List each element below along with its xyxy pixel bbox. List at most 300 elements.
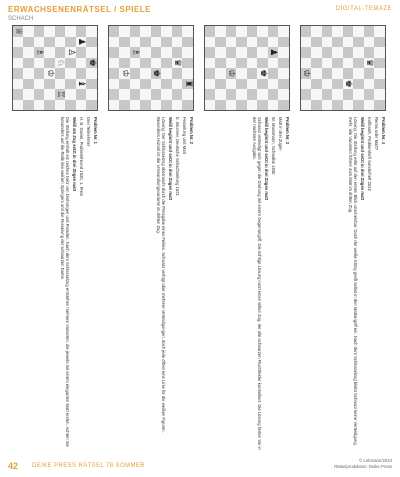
board-square <box>322 37 333 48</box>
puzzle-text <box>8 117 98 452</box>
board-square <box>322 68 333 79</box>
board-square <box>375 26 386 37</box>
board-square <box>120 58 131 69</box>
page-number: 42 <box>8 461 19 471</box>
board-square <box>375 47 386 58</box>
board-square <box>247 26 258 37</box>
board-square <box>247 79 258 90</box>
board-square <box>247 58 258 69</box>
board-square <box>109 37 120 48</box>
board-square <box>312 68 323 79</box>
board-square <box>172 89 183 100</box>
puzzle-source: W. Massmann, Schwalbe 1930 <box>271 117 277 175</box>
puzzle-subtitle: Fesselung und Matt <box>182 117 188 154</box>
chess-board <box>108 25 194 111</box>
board-square <box>55 100 66 111</box>
board-square <box>322 100 333 111</box>
board-square <box>343 26 354 37</box>
board-square <box>247 89 258 100</box>
board-square <box>172 79 183 90</box>
board-square <box>172 100 183 111</box>
board-square: ♚ <box>343 79 354 88</box>
board-square <box>162 68 173 79</box>
board-square <box>205 68 216 79</box>
board-square <box>258 37 269 48</box>
board-square <box>34 26 45 37</box>
board-square <box>268 100 279 111</box>
page-subtitle: SCHACH <box>8 16 34 22</box>
board-square <box>87 89 98 100</box>
board-square <box>279 79 290 90</box>
board-square <box>183 89 194 100</box>
board-square <box>279 89 290 100</box>
footer-credit-1: © Lehmann/2023 <box>358 458 392 463</box>
board-square <box>268 68 279 79</box>
board-square <box>279 47 290 58</box>
board-square <box>66 100 77 111</box>
puzzle-text <box>200 117 290 452</box>
board-square <box>183 68 194 79</box>
board-square <box>66 58 77 69</box>
board-square <box>183 26 194 37</box>
board-square <box>24 68 35 79</box>
board-square <box>151 26 162 37</box>
board-square <box>258 58 269 69</box>
board-square <box>87 47 98 58</box>
board-square <box>130 26 141 37</box>
puzzle-column <box>8 25 98 457</box>
board-square: ♛ <box>172 58 183 67</box>
board-square <box>76 68 87 79</box>
board-square <box>312 58 323 69</box>
board-square <box>76 89 87 100</box>
board-square <box>66 89 77 100</box>
board-square <box>322 26 333 37</box>
board-square <box>183 47 194 58</box>
board-square <box>216 79 227 90</box>
board-square <box>279 100 290 111</box>
puzzle-column <box>296 25 386 457</box>
board-square <box>172 37 183 48</box>
board-square <box>364 68 375 79</box>
board-square <box>45 89 56 100</box>
board-square <box>258 79 269 90</box>
board-square <box>55 26 66 37</box>
board-square <box>24 37 35 48</box>
board-square <box>247 37 258 48</box>
board-square <box>312 26 323 37</box>
board-square <box>343 58 354 69</box>
board-square <box>268 58 279 69</box>
board-square <box>45 37 56 48</box>
board-square <box>13 68 24 79</box>
board-square <box>34 37 45 48</box>
puzzle-column <box>200 25 290 457</box>
board-square <box>141 79 152 90</box>
board-square <box>109 47 120 58</box>
board-square <box>312 100 323 111</box>
board-square <box>24 58 35 69</box>
board-square <box>216 47 227 58</box>
board-square <box>375 37 386 48</box>
board-square <box>13 100 24 111</box>
puzzle-title: Problem Nr. 3 <box>285 117 290 144</box>
board-square <box>216 100 227 111</box>
board-square <box>216 68 227 79</box>
board-square <box>151 47 162 58</box>
magazine-name: DEIKE PRESS RÄTSEL 78 SOMMER <box>32 463 146 469</box>
board-square <box>247 100 258 111</box>
board-square <box>279 68 290 79</box>
puzzle-subtitle: Drei Teilnehmer <box>86 117 92 147</box>
board-square <box>333 79 344 90</box>
board-square <box>109 89 120 100</box>
board-square <box>343 37 354 48</box>
board-square: ♕ <box>13 27 24 36</box>
board-square <box>24 100 35 111</box>
board-square <box>343 100 354 111</box>
board-square <box>364 89 375 100</box>
board-square <box>151 58 162 69</box>
board-square <box>76 47 87 58</box>
board-square <box>237 100 248 111</box>
board-square <box>205 37 216 48</box>
puzzle-rotated <box>104 25 194 457</box>
board-square <box>354 100 365 111</box>
board-square <box>268 37 279 48</box>
chess-board <box>204 25 290 111</box>
board-square <box>205 100 216 111</box>
board-square <box>312 79 323 90</box>
board-square <box>312 37 323 48</box>
puzzle-column <box>104 25 194 457</box>
board-square: ♚ <box>151 69 162 78</box>
board-square <box>205 58 216 69</box>
board-square <box>162 37 173 48</box>
board-square <box>322 79 333 90</box>
board-square <box>279 58 290 69</box>
board-square <box>45 47 56 58</box>
board-square <box>109 100 120 111</box>
board-square <box>183 37 194 48</box>
board-square <box>237 47 248 58</box>
board-square <box>162 100 173 111</box>
board-square <box>226 100 237 111</box>
board-square <box>162 58 173 69</box>
board-square <box>364 47 375 58</box>
board-square <box>375 100 386 111</box>
puzzle-stip: Weiß beginnt und setzt in drei Zügen matt <box>168 117 174 201</box>
board-square <box>247 47 258 58</box>
board-square: ♟ <box>76 37 87 46</box>
board-square <box>258 89 269 100</box>
board-square <box>301 89 312 100</box>
board-square <box>34 89 45 100</box>
board-square <box>205 47 216 58</box>
puzzle-rotated <box>200 25 290 457</box>
puzzle-subtitle: Remis oder Matt? <box>374 117 380 151</box>
board-square: ♔ <box>45 69 55 78</box>
board-square: ♔ <box>226 69 237 78</box>
board-square <box>301 79 312 90</box>
board-square <box>76 26 87 37</box>
board-square <box>268 26 279 37</box>
board-square <box>34 79 45 90</box>
puzzle-title: Problem Nr. 1 <box>93 117 98 144</box>
board-square <box>333 47 344 58</box>
board-square <box>66 26 77 37</box>
board-square <box>109 79 120 90</box>
board-square <box>301 100 312 111</box>
board-square <box>226 79 237 90</box>
board-square <box>279 26 290 37</box>
board-square <box>183 58 194 69</box>
board-square <box>55 68 66 79</box>
page-title: ERWACHSENENRÄTSEL / SPIELE <box>8 5 151 14</box>
board-square <box>24 89 35 100</box>
board-square <box>66 79 77 90</box>
board-square: ♝ <box>76 79 87 88</box>
board-square <box>13 37 24 48</box>
board-square <box>333 37 344 48</box>
board-square <box>162 79 173 90</box>
board-square <box>141 37 152 48</box>
chess-board <box>300 25 386 111</box>
board-square <box>130 100 141 111</box>
board-square <box>216 89 227 100</box>
board-square <box>237 58 248 69</box>
board-square <box>66 37 77 48</box>
board-square <box>120 37 131 48</box>
board-square <box>120 100 131 111</box>
board-square <box>141 100 152 111</box>
board-square <box>87 37 98 48</box>
board-square: ♚ <box>87 58 97 67</box>
board-square <box>343 68 354 79</box>
board-square <box>301 26 312 37</box>
board-square <box>120 89 131 100</box>
board-square <box>301 37 312 48</box>
board-square <box>205 79 216 90</box>
board-square <box>151 37 162 48</box>
puzzle-stip: Weiß beginnt und setzt in drei Zügen matt <box>264 117 270 201</box>
board-square <box>45 58 56 69</box>
board-square <box>322 58 333 69</box>
board-square <box>130 89 141 100</box>
board-square <box>45 79 56 90</box>
board-square <box>354 37 365 48</box>
puzzle-body: Die Stellung enthält ein reiches Netz von Drohungen und Paraden. Nach dem Schlüsselzug entstehen mehrere Varianten, die jeweils mit einem eleganten Matt enden. Achten Sie besonders auf die Rolle des weißen Springers und die Fesselung der schwarzen Dame. <box>59 117 71 447</box>
board-square <box>343 89 354 100</box>
chess-board <box>12 25 98 111</box>
puzzle-source: Kufferath, Problemheft Sonderheft 2022 <box>367 117 373 191</box>
board-square <box>162 47 173 58</box>
board-square <box>76 100 87 111</box>
board-square <box>130 79 141 90</box>
board-square: ♜ <box>183 79 193 88</box>
puzzle-source: H. B. Daniel, Problemfreund 1920, 1. Preis <box>79 117 85 197</box>
board-square <box>258 26 269 37</box>
board-square <box>13 47 24 58</box>
board-square <box>151 89 162 100</box>
board-square <box>226 89 237 100</box>
board-square <box>120 26 131 37</box>
board-square <box>55 47 66 58</box>
board-square <box>87 79 98 90</box>
board-square <box>120 79 131 90</box>
board-square <box>343 47 354 58</box>
board-square <box>216 37 227 48</box>
board-square <box>237 89 248 100</box>
board-square <box>172 68 183 79</box>
board-square <box>141 89 152 100</box>
board-square <box>55 79 66 90</box>
board-square <box>66 68 77 79</box>
board-square <box>76 58 87 69</box>
board-square <box>24 47 35 58</box>
puzzle-stip: Weiß am Zug setzt in drei Zügen matt <box>72 117 78 192</box>
puzzle-stip: Weiß beginnt und setzt in drei Zügen matt <box>360 117 366 201</box>
footer-credit-2: Rätselproduktion: Deike Press <box>334 464 392 469</box>
board-square <box>151 100 162 111</box>
puzzle-title: Problem Nr. 4 <box>381 117 386 144</box>
puzzle-rotated <box>296 25 386 457</box>
board-square <box>237 79 248 90</box>
board-square: ♖ <box>55 90 66 99</box>
board-square <box>322 89 333 100</box>
board-square: ♘ <box>55 58 66 67</box>
board-square <box>172 26 183 37</box>
board-square <box>312 89 323 100</box>
board-square <box>162 26 173 37</box>
board-square <box>45 26 56 37</box>
board-square <box>258 47 269 58</box>
board-square: ♔ <box>120 69 130 78</box>
board-square <box>312 47 323 58</box>
board-square <box>87 68 98 79</box>
board-square <box>333 100 344 111</box>
board-square <box>34 100 45 111</box>
board-square <box>55 37 66 48</box>
board-square <box>141 68 152 79</box>
board-square <box>258 100 269 111</box>
puzzle-title: Problem Nr. 2 <box>189 117 194 144</box>
board-square <box>301 47 312 58</box>
board-square <box>237 37 248 48</box>
board-square <box>364 26 375 37</box>
board-square <box>333 89 344 100</box>
puzzle-text <box>296 117 386 452</box>
board-square <box>375 58 386 69</box>
board-square <box>13 58 24 69</box>
board-square <box>375 89 386 100</box>
board-square <box>130 68 141 79</box>
board-square <box>120 47 131 58</box>
board-square <box>268 89 279 100</box>
board-square <box>375 68 386 79</box>
board-square <box>354 26 365 37</box>
board-square <box>45 100 56 111</box>
board-square: ♚ <box>258 69 268 78</box>
board-square: ♗ <box>34 48 45 57</box>
board-square <box>13 79 24 90</box>
puzzle-rotated <box>8 25 98 457</box>
board-square <box>354 89 365 100</box>
board-square <box>24 79 35 90</box>
board-square <box>279 37 290 48</box>
board-square <box>226 58 237 69</box>
puzzle-subtitle: Matt in drei Zügen <box>278 117 284 151</box>
board-square: ♟ <box>268 48 279 57</box>
puzzle-body: Schwarz verteidigt sich gegen die Drohung mit einem Gegenangriff. Die richtige Lösung nutzt einen stillen Zug, der alle schwarzen Fluchtfelder kontrolliert. Die Lösung finden Sie in der nächsten Ausgabe. <box>251 117 263 450</box>
board-square: ♔ <box>301 69 312 78</box>
board-square <box>364 37 375 48</box>
board-square <box>237 26 248 37</box>
board-square: ♙ <box>66 48 76 57</box>
board-square <box>24 26 35 37</box>
board-square <box>301 58 312 69</box>
board-square <box>216 58 227 69</box>
board-square <box>109 58 120 69</box>
board-square: ♛ <box>364 58 375 67</box>
board-square <box>172 47 183 58</box>
board-square <box>13 89 24 100</box>
board-square <box>333 26 344 37</box>
board-square <box>109 26 120 37</box>
board-square <box>130 37 141 48</box>
board-square <box>130 58 141 69</box>
board-square <box>183 100 194 111</box>
board-square <box>268 79 279 90</box>
puzzle-body: Lösung: Die Stellung wirkt auf den ersten Blick unscheinbar. Doch der weiße König greift selbst in den Mattangriff ein. Nach dem Schlüsselzug bleibt Schwarz keine Verteidigung mehr, alle Varianten führen zum Matt im dritten Zug. <box>347 117 359 445</box>
board-square <box>364 100 375 111</box>
board-square <box>34 68 45 79</box>
board-square <box>333 68 344 79</box>
board-square <box>354 79 365 90</box>
board-square <box>205 26 216 37</box>
puzzle-source: E. Brunner, Deutsche Schachzeitung 1921 <box>175 117 181 196</box>
board-square <box>34 58 45 69</box>
board-square <box>205 89 216 100</box>
board-square <box>151 79 162 90</box>
board-square <box>226 47 237 58</box>
board-square <box>87 26 98 37</box>
board-square <box>226 37 237 48</box>
board-square <box>333 58 344 69</box>
board-square <box>141 47 152 58</box>
board-square <box>375 79 386 90</box>
board-square <box>364 79 375 90</box>
board-square <box>354 68 365 79</box>
board-square <box>162 89 173 100</box>
footer-credits <box>334 458 392 470</box>
board-square <box>141 58 152 69</box>
puzzle-body: Lösung: Der Schlüsselzug überrascht durch die Preisgabe eines Feldes. Schwarz verfügt über mehrere Verteidigungen, doch jede öffnet eine Linie für die weißen Figuren. Besonders reizvoll ist die Umwandlungsvariante im dritten Zug. <box>155 117 167 433</box>
board-square <box>226 26 237 37</box>
board-square <box>87 100 98 111</box>
board-square <box>354 58 365 69</box>
puzzle-text <box>104 117 194 452</box>
board-square <box>237 68 248 79</box>
board-square <box>247 68 258 79</box>
board-square <box>109 68 120 79</box>
board-square <box>322 47 333 58</box>
header-right: DIGITAL-TEMAZE <box>335 6 392 12</box>
board-square <box>216 26 227 37</box>
board-square <box>141 26 152 37</box>
board-square <box>354 47 365 58</box>
board-square: ♗ <box>130 48 141 57</box>
